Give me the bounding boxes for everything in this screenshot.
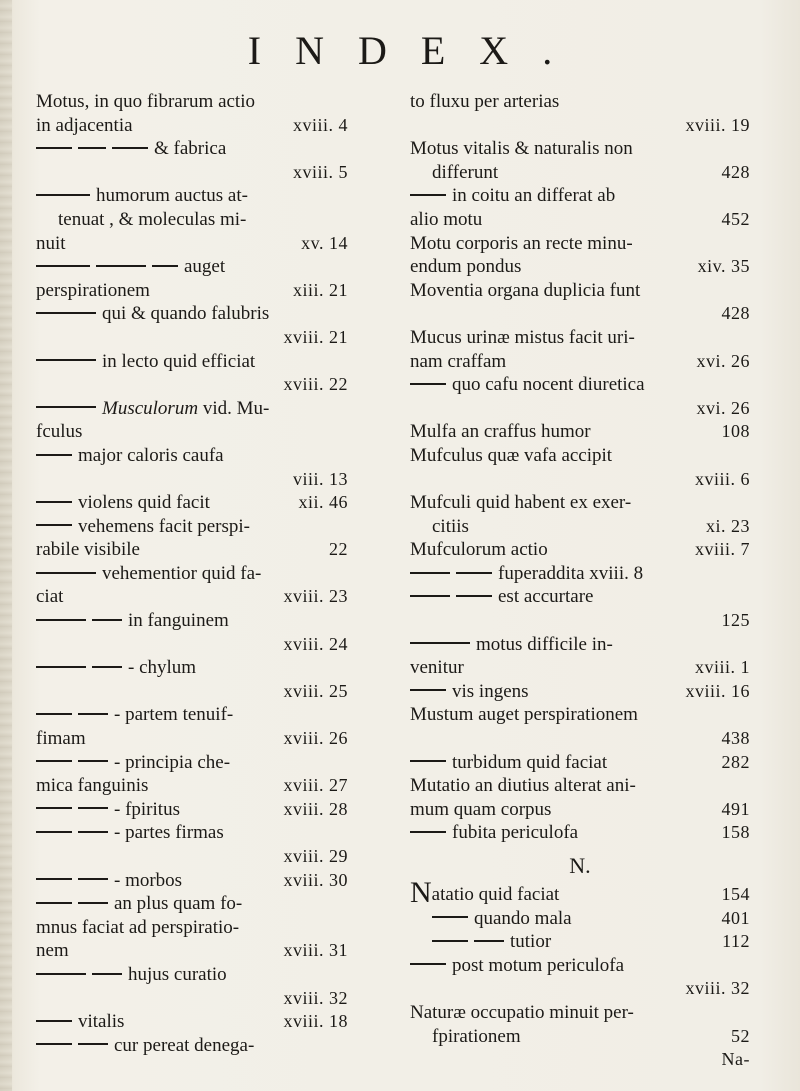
ditto-dash <box>432 916 468 918</box>
page-reference: xviii. 7 <box>694 539 750 560</box>
page-reference: 452 <box>721 208 750 229</box>
index-entry <box>36 821 348 845</box>
entry-text: Motus vitalis & naturalis non <box>410 138 633 160</box>
index-entry <box>410 137 750 161</box>
index-entry <box>36 326 348 350</box>
index-entry <box>410 954 750 978</box>
page-reference: 52 <box>731 1025 750 1046</box>
index-entry <box>36 515 348 539</box>
index-entry <box>36 350 348 374</box>
page-reference: xvi. 26 <box>696 350 750 371</box>
ditto-dash <box>410 383 446 385</box>
index-entry <box>410 468 750 492</box>
index-entry <box>410 538 750 562</box>
page-reference: 401 <box>721 907 750 928</box>
index-entry <box>36 420 348 444</box>
page-reference: 438 <box>721 728 750 749</box>
entry-text: Motu corporis an recte minu- <box>410 232 633 254</box>
ditto-dash <box>78 1043 108 1045</box>
index-entry <box>410 1001 750 1025</box>
index-entry <box>410 90 750 114</box>
entry-text: post motum periculofa <box>452 954 625 976</box>
index-entry <box>36 161 348 185</box>
index-entry <box>36 703 348 727</box>
entry-text: Mulfa an craffus humor <box>410 421 591 443</box>
index-entry <box>36 444 348 468</box>
ditto-dash <box>36 312 96 314</box>
index-column-right <box>410 90 750 1072</box>
index-entry <box>36 232 348 256</box>
page-reference: xviii. 22 <box>283 374 348 395</box>
index-entry <box>410 184 750 208</box>
entry-text: violens quid facit <box>78 492 210 514</box>
entry-text: venitur <box>410 657 464 679</box>
entry-text: in lecto quid efficiat <box>102 350 256 372</box>
index-entry <box>36 892 348 916</box>
page-reference: xviii. 21 <box>283 326 348 347</box>
entry-text: - partem tenuif- <box>114 704 234 726</box>
entry-text: Mucus urinæ mistus facit uri- <box>410 326 635 348</box>
ditto-dash <box>78 831 108 833</box>
ditto-dash <box>432 940 468 942</box>
ditto-dash <box>410 642 470 644</box>
ditto-dash <box>36 878 72 880</box>
page-reference: xviii. 16 <box>685 680 750 701</box>
page-reference: 112 <box>722 931 750 952</box>
ditto-dash <box>152 265 178 267</box>
entry-text: - chylum <box>128 657 197 679</box>
page-reference: xviii. 5 <box>292 161 348 182</box>
entry-text: fubita periculofa <box>452 822 579 844</box>
entry-text: turbidum quid faciat <box>452 751 608 773</box>
page-reference: xviii. 31 <box>283 940 348 961</box>
entry-text: citiis <box>432 515 469 537</box>
entry-text: in fanguinem <box>128 610 229 632</box>
entry-text: & fabrica <box>154 138 227 160</box>
page-reference: xvi. 26 <box>696 397 750 418</box>
index-entry <box>36 1010 348 1034</box>
index-entry <box>410 350 750 374</box>
index-entry <box>36 208 348 232</box>
ditto-dash <box>36 524 72 526</box>
entry-text: vehemens facit perspi- <box>78 515 250 537</box>
page-reference: xii. 46 <box>298 492 348 513</box>
ditto-dash <box>112 147 148 149</box>
index-entry <box>410 907 750 931</box>
ditto-dash <box>36 406 96 408</box>
index-entry <box>36 585 348 609</box>
entry-text: perspirationem <box>36 279 150 301</box>
entry-text: nuit <box>36 232 66 254</box>
ditto-dash <box>36 359 96 361</box>
entry-text: auget <box>184 256 226 278</box>
index-entry <box>36 137 348 161</box>
ditto-dash <box>92 973 122 975</box>
entry-text: quando mala <box>474 907 572 929</box>
page-reference: 22 <box>329 539 348 560</box>
page-reference: xiii. 21 <box>292 279 348 300</box>
index-entry <box>410 161 750 185</box>
index-entry <box>410 397 750 421</box>
index-entry <box>36 255 348 279</box>
entry-text: endum pondus <box>410 256 522 278</box>
page-reference: xv. 14 <box>301 232 348 253</box>
index-entry <box>36 609 348 633</box>
index-entry <box>36 633 348 657</box>
ditto-dash <box>36 760 72 762</box>
ditto-dash <box>92 619 122 621</box>
ditto-dash <box>96 265 146 267</box>
page-reference: 158 <box>721 822 750 843</box>
entry-text: Natatio quid faciat <box>410 876 560 909</box>
index-entry <box>410 703 750 727</box>
ditto-dash <box>36 713 72 715</box>
index-entry <box>410 821 750 845</box>
page-reference: xviii. 29 <box>283 846 348 866</box>
entry-text: - morbos <box>114 869 183 891</box>
index-entry <box>36 538 348 562</box>
ditto-dash <box>410 194 446 196</box>
page-reference: 108 <box>721 421 750 442</box>
page-reference: viii. 13 <box>292 468 348 489</box>
index-entry <box>36 468 348 492</box>
entry-text: cur pereat denega- <box>114 1034 255 1056</box>
index-entry <box>36 774 348 798</box>
entry-text: nam craffam <box>410 350 507 372</box>
index-entry <box>410 774 750 798</box>
index-entry <box>36 184 348 208</box>
index-entry <box>410 656 750 680</box>
ditto-dash <box>474 940 504 942</box>
ditto-dash <box>456 595 492 597</box>
index-entry <box>410 680 750 704</box>
entry-text: humorum auctus at- <box>96 185 248 207</box>
ditto-dash <box>36 454 72 456</box>
entry-text: Moventia organa duplicia funt <box>410 279 641 301</box>
index-entry <box>36 1034 348 1058</box>
index-entry <box>410 326 750 350</box>
entry-text: major caloris caufa <box>78 444 224 466</box>
index-entry <box>410 585 750 609</box>
index-entry <box>36 798 348 822</box>
entry-text: vitalis <box>78 1011 125 1033</box>
entry-text: tutior <box>510 931 552 953</box>
entry-text: est accurtare <box>498 586 594 608</box>
index-entry <box>36 939 348 963</box>
entry-text: in coitu an differat ab <box>452 185 616 207</box>
ditto-dash <box>78 878 108 880</box>
ditto-dash <box>78 902 108 904</box>
page-reference: xviii. 28 <box>283 798 348 819</box>
entry-text: quo cafu nocent diuretica <box>452 374 645 396</box>
index-entry <box>36 680 348 704</box>
page-header: INDEX. <box>247 28 587 73</box>
ditto-dash <box>410 963 446 965</box>
entry-text: differunt <box>432 161 499 183</box>
index-entry <box>410 727 750 751</box>
index-entry <box>36 727 348 751</box>
index-entry <box>36 845 348 869</box>
ditto-dash <box>36 831 72 833</box>
entry-text: rabile visibile <box>36 539 140 561</box>
index-entry <box>410 373 750 397</box>
entry-text: an plus quam fo- <box>114 893 243 915</box>
page-reference: 428 <box>721 303 750 324</box>
entry-text: Mutatio an diutius alterat ani- <box>410 775 636 797</box>
index-entry <box>410 751 750 775</box>
index-entry <box>410 208 750 232</box>
entry-text: nem <box>36 940 69 962</box>
index-entry <box>410 977 750 1001</box>
page-reference: xviii. 4 <box>292 114 348 135</box>
index-entry <box>36 491 348 515</box>
ditto-dash <box>410 831 446 833</box>
ditto-dash <box>78 807 108 809</box>
page-reference: xviii. 23 <box>283 586 348 607</box>
index-entry <box>410 420 750 444</box>
entry-text: to fluxu per arterias <box>410 91 560 112</box>
entry-text: Mufculi quid habent ex exer- <box>410 492 632 514</box>
entry-text: Mustum auget perspirationem <box>410 704 638 726</box>
index-entry <box>36 963 348 987</box>
entry-text: fpirationem <box>432 1025 521 1047</box>
page-reference: xviii. 1 <box>694 657 750 678</box>
index-entry <box>410 1048 750 1072</box>
page-reference: 428 <box>721 161 750 182</box>
entry-text: fimam <box>36 728 86 750</box>
index-entry <box>36 869 348 893</box>
entry-text: - fpiritus <box>114 798 180 820</box>
index-entry <box>410 876 750 909</box>
section-letter: N. <box>569 853 591 878</box>
entry-text: vis ingens <box>452 680 529 702</box>
entry-text: - partes firmas <box>114 822 224 844</box>
entry-text: mnus faciat ad perspiratio- <box>36 916 240 938</box>
ditto-dash <box>36 501 72 503</box>
index-column-left <box>36 90 348 1057</box>
ditto-dash <box>36 619 86 621</box>
ditto-dash <box>92 666 122 668</box>
index-entry <box>410 515 750 539</box>
ditto-dash <box>36 572 96 574</box>
page-reference: 282 <box>721 751 750 772</box>
entry-text: tenuat , & moleculas mi- <box>58 208 247 230</box>
entry-text: Mufculus quæ vafa accipit <box>410 444 613 466</box>
index-entry <box>410 562 750 586</box>
entry-text: mica fanguinis <box>36 775 149 797</box>
index-entry <box>410 279 750 303</box>
ditto-dash <box>36 194 90 196</box>
index-entry <box>36 987 348 1011</box>
index-entry <box>36 656 348 680</box>
entry-text: fculus <box>36 421 83 443</box>
index-entry <box>36 302 348 326</box>
page-reference: xviii. 32 <box>685 978 750 999</box>
index-entry <box>36 916 348 940</box>
page-reference: Na- <box>721 1049 750 1070</box>
ditto-dash <box>36 147 72 149</box>
ditto-dash <box>36 666 86 668</box>
index-entry <box>36 562 348 586</box>
page-reference: 125 <box>721 610 750 631</box>
ditto-dash <box>410 572 450 574</box>
index-entry <box>410 609 750 633</box>
index-entry <box>410 114 750 138</box>
page-reference: xviii. 18 <box>283 1011 348 1032</box>
page-reference: xviii. 25 <box>283 680 348 701</box>
ditto-dash <box>36 807 72 809</box>
entry-text: motus difficile in- <box>476 633 613 655</box>
page-binding-edge <box>0 0 12 1091</box>
entry-text: Motus, in quo fibrarum actio <box>36 91 255 112</box>
index-entry <box>410 302 750 326</box>
ditto-dash <box>410 760 446 762</box>
index-entry <box>410 491 750 515</box>
entry-text: mum quam corpus <box>410 798 552 820</box>
index-entry <box>36 114 348 138</box>
index-entry <box>410 930 750 954</box>
index-entry <box>410 444 750 468</box>
entry-text: Mufculorum actio <box>410 539 548 561</box>
page-reference: xviii. 32 <box>283 987 348 1008</box>
ditto-dash <box>36 1020 72 1022</box>
index-entry <box>36 279 348 303</box>
ditto-dash <box>410 689 446 691</box>
page-reference: xiv. 35 <box>697 256 750 277</box>
entry-text: - principia che- <box>114 751 231 773</box>
page-reference: xviii. 30 <box>283 869 348 890</box>
entry-text: Naturæ occupatio minuit per- <box>410 1001 634 1023</box>
index-entry <box>36 751 348 775</box>
index-entry <box>410 798 750 822</box>
page-reference: xviii. 27 <box>283 775 348 796</box>
entry-text: vehementior quid fa- <box>102 562 262 584</box>
page-reference: 154 <box>721 884 750 904</box>
index-entry <box>410 255 750 279</box>
entry-text: ciat <box>36 586 64 608</box>
index-entry <box>36 373 348 397</box>
page-reference: 491 <box>721 798 750 819</box>
ditto-dash <box>36 902 72 904</box>
ditto-dash <box>410 595 450 597</box>
page-reference: xviii. 24 <box>283 633 348 654</box>
page-reference: xviii. 19 <box>685 114 750 135</box>
index-entry <box>410 633 750 657</box>
ditto-dash <box>36 1043 72 1045</box>
page-reference: xviii. 26 <box>283 728 348 749</box>
ditto-dash <box>36 973 86 975</box>
entry-text: qui & quando falubris <box>102 303 270 325</box>
entry-text: Musculorum vid. Mu- <box>102 397 270 419</box>
ditto-dash <box>456 572 492 574</box>
page-reference: xviii. 6 <box>694 468 750 489</box>
entry-text: fuperaddita xviii. 8 <box>498 562 644 584</box>
ditto-dash <box>36 265 90 267</box>
index-entry <box>36 90 348 114</box>
entry-text: in adjacentia <box>36 114 133 136</box>
ditto-dash <box>78 713 108 715</box>
index-entry <box>410 232 750 256</box>
entry-text: alio motu <box>410 208 483 230</box>
entry-text: hujus curatio <box>128 963 227 985</box>
index-entry <box>410 1025 750 1049</box>
ditto-dash <box>78 760 108 762</box>
page-reference: xi. 23 <box>705 515 750 536</box>
ditto-dash <box>78 147 106 149</box>
index-entry <box>36 397 348 421</box>
